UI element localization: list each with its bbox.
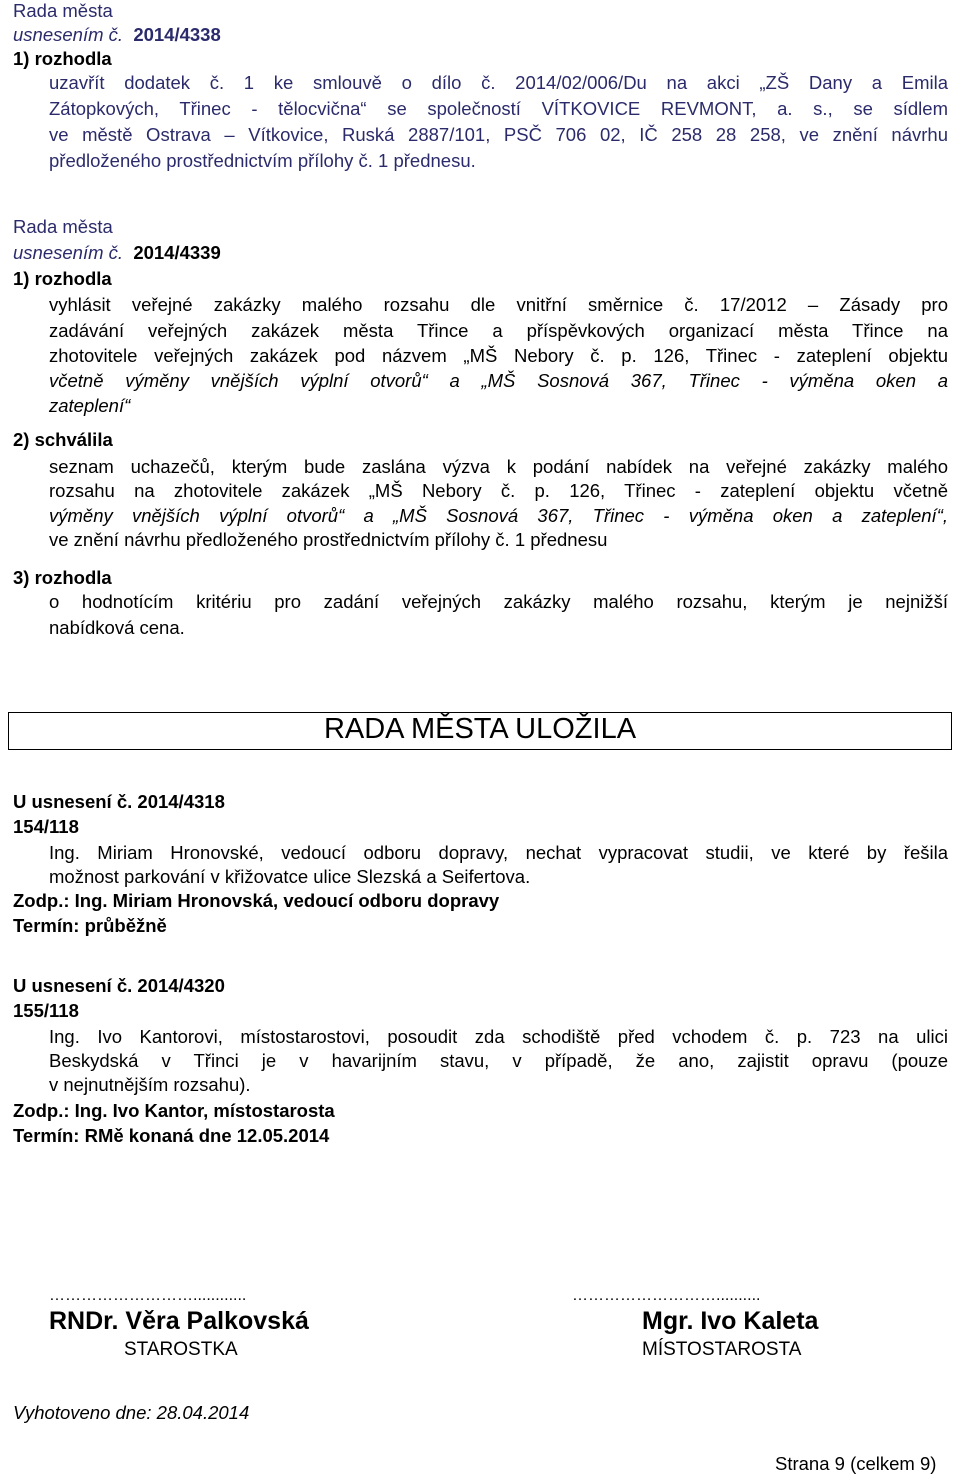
signature-name: Mgr. Ivo Kaleta — [642, 1307, 819, 1335]
item-label: 3) rozhodla — [13, 567, 112, 588]
usneseni-prefix: usnesením č. — [13, 24, 124, 45]
paragraph-line: předloženého prostřednictvím přílohy č. 1 přednesu. — [49, 150, 476, 171]
paragraph-line: vyhlásit veřejné zakázky malého rozsahu dle vnitřní směrnice č. 17/2012 – Zásady pro — [49, 294, 948, 315]
task-deadline: Termín: průběžně — [13, 915, 167, 936]
paragraph-line: výměny vnějších výplní otvorů“ a „MŠ Sosnová 367, Třinec - výměna oken a zateplení“, — [49, 505, 948, 526]
task-reference: U usnesení č. 2014/4320 — [13, 975, 225, 996]
signature-line: ……………………….......... — [572, 1287, 761, 1304]
paragraph-line: zadávání veřejných zakázek města Třince a příspěvkových organizací města Třince na — [49, 320, 948, 341]
paragraph-line: zhotovitele veřejných zakázek pod názvem „MŠ Nebory č. p. 126, Třinec - zateplení objektu — [49, 345, 948, 366]
heading-usneseni — [13, 26, 221, 45]
paragraph-line: Ing. Miriam Hronovské, vedoucí odboru dopravy, nechat vypracovat studii, ve které by řešila — [49, 842, 948, 863]
task-number: 154/118 — [13, 816, 79, 837]
paragraph-line: Ing. Ivo Kantorovi, místostarostovi, posoudit zda schodiště před vchodem č. p. 723 na ulici — [49, 1026, 948, 1047]
paragraph-line: uzavřít dodatek č. 1 ke smlouvě o dílo č. 2014/02/006/Du na akci „ZŠ Dany a Emila — [49, 72, 948, 93]
heading-rada-mesta: Rada města — [13, 216, 113, 237]
signature-role: MÍSTOSTAROSTA — [642, 1339, 802, 1360]
page-number: Strana 9 (celkem 9) — [775, 1453, 937, 1474]
task-responsible: Zodp.: Ing. Miriam Hronovská, vedoucí odboru dopravy — [13, 890, 500, 911]
paragraph-line: Beskydská v Třinci je v havarijním stavu, v případě, že ano, zajistit opravu (pouze — [49, 1050, 948, 1071]
item-label: 1) rozhodla — [13, 48, 112, 69]
paragraph-line: v nejnutnějším rozsahu). — [49, 1074, 251, 1095]
paragraph-line: zateplení“ — [49, 395, 131, 416]
section-title-box — [8, 712, 952, 750]
usneseni-number: 2014/4338 — [133, 24, 221, 45]
task-reference: U usnesení č. 2014/4318 — [13, 791, 225, 812]
signature-line: ………………………............ — [49, 1287, 247, 1304]
paragraph-line: ve znění návrhu předloženého prostřednictvím přílohy č. 1 přednesu — [49, 529, 608, 550]
paragraph-line: včetně výměny vnějších výplní otvorů“ a „MŠ Sosnová 367, Třinec - výměna oken a — [49, 370, 948, 391]
heading-rada-mesta: Rada města — [13, 0, 113, 21]
paragraph-line: možnost parkování v křižovatce ulice Slezská a Seifertova. — [49, 866, 531, 887]
task-responsible: Zodp.: Ing. Ivo Kantor, místostarosta — [13, 1100, 335, 1121]
paragraph-line: ve městě Ostrava – Vítkovice, Ruská 2887/101, PSČ 706 02, IČ 258 28 258, ve znění návrhu — [49, 124, 948, 145]
prepared-date: Vyhotoveno dne: 28.04.2014 — [13, 1402, 250, 1423]
paragraph-line: rozsahu na zhotovitele zakázek „MŠ Nebory č. p. 126, Třinec - zateplení objektu včetně — [49, 480, 948, 501]
signature-role: STAROSTKA — [124, 1339, 238, 1360]
paragraph-line: seznam uchazečů, kterým bude zaslána výzva k podání nabídek na veřejné zakázky malého — [49, 456, 948, 477]
item-label: 2) schválila — [13, 429, 113, 450]
paragraph-line: Zátopkových, Třinec - tělocvična“ se společností VÍTKOVICE REVMONT, a. s., se sídlem — [49, 98, 948, 119]
signature-name: RNDr. Věra Palkovská — [49, 1307, 309, 1335]
usneseni-number: 2014/4339 — [133, 242, 221, 263]
paragraph-line: o hodnotícím kritériu pro zadání veřejných zakázky malého rozsahu, kterým je nejnižší — [49, 591, 948, 612]
task-deadline: Termín: RMě konaná dne 12.05.2014 — [13, 1125, 330, 1146]
paragraph-line: nabídková cena. — [49, 617, 185, 638]
usneseni-prefix: usnesením č. — [13, 242, 124, 263]
section-title: RADA MĚSTA ULOŽILA — [323, 713, 637, 745]
heading-usneseni — [13, 244, 221, 263]
item-label: 1) rozhodla — [13, 268, 112, 289]
task-number: 155/118 — [13, 1000, 79, 1021]
